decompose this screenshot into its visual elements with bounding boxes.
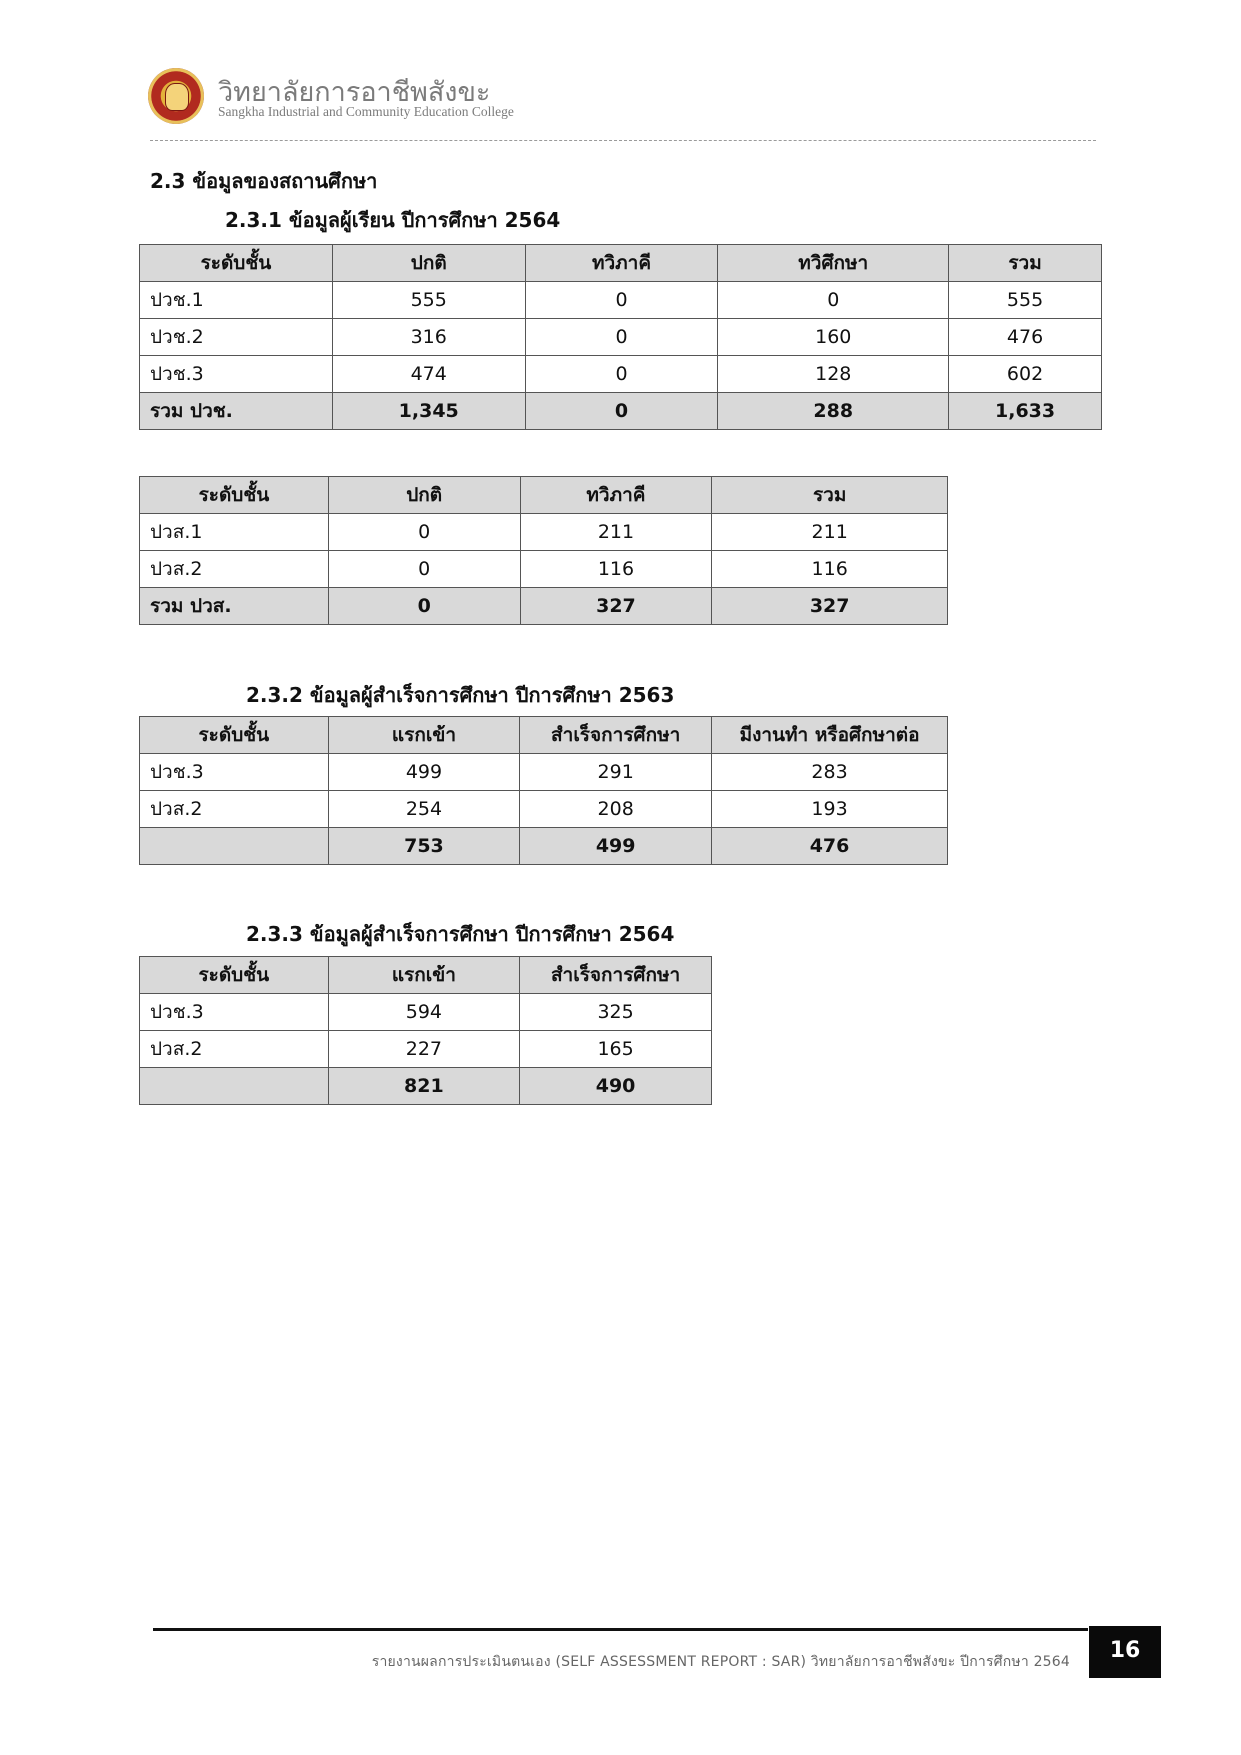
value-cell: 499	[328, 754, 520, 791]
value-cell: 208	[520, 791, 712, 828]
value-cell: 116	[520, 551, 712, 588]
page-header	[148, 68, 1098, 142]
total-label-cell	[140, 1068, 329, 1105]
value-cell: 474	[332, 356, 525, 393]
total-cell: 476	[712, 828, 948, 865]
header-cell: ระดับชั้น	[140, 245, 333, 282]
total-label-cell: รวม ปวช.	[140, 393, 333, 430]
header-cell: รวม	[949, 245, 1102, 282]
table-header-row	[140, 245, 1102, 282]
total-label-cell	[140, 828, 329, 865]
total-cell: 499	[520, 828, 712, 865]
subsection-graduates-2564: 2.3.3 ข้อมูลผู้สำเร็จการศึกษา ปีการศึกษา 2564	[246, 922, 675, 946]
value-cell: 555	[949, 282, 1102, 319]
header-cell: ทวิภาคี	[525, 245, 718, 282]
value-cell: 0	[328, 514, 520, 551]
header-cell: ทวิศึกษา	[718, 245, 949, 282]
total-label-cell: รวม ปวส.	[140, 588, 329, 625]
table-header-row	[140, 957, 712, 994]
value-cell: 476	[949, 319, 1102, 356]
subsection-graduates-2563: 2.3.2 ข้อมูลผู้สำเร็จการศึกษา ปีการศึกษา 2563	[246, 683, 675, 707]
footer-report-title: รายงานผลการประเมินตนเอง (SELF ASSESSMENT REPORT : SAR) วิทยาลัยการอาชีพสังขะ ปีการศึกษา 2564	[371, 1654, 1070, 1670]
college-name-thai: วิทยาลัยการอาชีพสังขะ	[218, 77, 491, 108]
value-cell: 291	[520, 754, 712, 791]
header-cell: สำเร็จการศึกษา	[520, 717, 712, 754]
value-cell: 0	[525, 319, 718, 356]
value-cell: 0	[525, 356, 718, 393]
header-cell: แรกเข้า	[328, 717, 520, 754]
value-cell: 0	[328, 551, 520, 588]
header-cell: ปกติ	[328, 477, 520, 514]
total-cell: 288	[718, 393, 949, 430]
header-divider	[150, 140, 1096, 141]
college-name-english: Sangkha Industrial and Community Education College	[218, 104, 514, 119]
value-cell: 193	[712, 791, 948, 828]
value-cell: 128	[718, 356, 949, 393]
header-cell: แรกเข้า	[328, 957, 520, 994]
section-title: 2.3 ข้อมูลของสถานศึกษา	[150, 169, 378, 193]
table-row	[140, 356, 1102, 393]
header-cell: ปกติ	[332, 245, 525, 282]
logo-emblem	[165, 83, 189, 111]
value-cell: 316	[332, 319, 525, 356]
table-row	[140, 282, 1102, 319]
table-total-row	[140, 588, 948, 625]
level-cell: ปวช.3	[140, 994, 329, 1031]
total-cell: 821	[328, 1068, 520, 1105]
value-cell: 254	[328, 791, 520, 828]
header-cell: ทวิภาคี	[520, 477, 712, 514]
level-cell: ปวส.2	[140, 551, 329, 588]
value-cell: 0	[718, 282, 949, 319]
table-high-vocational-students	[139, 476, 948, 625]
table-row	[140, 754, 948, 791]
page-number: 16	[1089, 1626, 1161, 1678]
level-cell: ปวส.2	[140, 791, 329, 828]
level-cell: ปวช.3	[140, 754, 329, 791]
value-cell: 325	[520, 994, 712, 1031]
value-cell: 211	[520, 514, 712, 551]
header-cell: ระดับชั้น	[140, 477, 329, 514]
header-cell: ระดับชั้น	[140, 717, 329, 754]
table-header-row	[140, 717, 948, 754]
level-cell: ปวส.2	[140, 1031, 329, 1068]
level-cell: ปวช.3	[140, 356, 333, 393]
header-cell: ระดับชั้น	[140, 957, 329, 994]
total-cell: 1,633	[949, 393, 1102, 430]
table-graduates-2564	[139, 956, 712, 1105]
level-cell: ปวส.1	[140, 514, 329, 551]
value-cell: 283	[712, 754, 948, 791]
table-total-row	[140, 1068, 712, 1105]
college-logo	[148, 68, 204, 124]
table-header-row	[140, 477, 948, 514]
table-row	[140, 994, 712, 1031]
table-total-row	[140, 393, 1102, 430]
total-cell: 753	[328, 828, 520, 865]
total-cell: 0	[525, 393, 718, 430]
footer-divider	[153, 1628, 1088, 1631]
total-cell: 1,345	[332, 393, 525, 430]
value-cell: 116	[712, 551, 948, 588]
table-row	[140, 319, 1102, 356]
table-row	[140, 551, 948, 588]
total-cell: 0	[328, 588, 520, 625]
header-cell: มีงานทำ หรือศึกษาต่อ	[712, 717, 948, 754]
subsection-students-2564: 2.3.1 ข้อมูลผู้เรียน ปีการศึกษา 2564	[225, 208, 561, 232]
level-cell: ปวช.2	[140, 319, 333, 356]
header-cell: รวม	[712, 477, 948, 514]
table-row	[140, 1031, 712, 1068]
table-vocational-students	[139, 244, 1102, 430]
table-graduates-2563	[139, 716, 948, 865]
header-cell: สำเร็จการศึกษา	[520, 957, 712, 994]
table-row	[140, 791, 948, 828]
level-cell: ปวช.1	[140, 282, 333, 319]
total-cell: 327	[520, 588, 712, 625]
value-cell: 555	[332, 282, 525, 319]
value-cell: 227	[328, 1031, 520, 1068]
value-cell: 602	[949, 356, 1102, 393]
value-cell: 165	[520, 1031, 712, 1068]
table-row	[140, 514, 948, 551]
value-cell: 211	[712, 514, 948, 551]
value-cell: 160	[718, 319, 949, 356]
value-cell: 0	[525, 282, 718, 319]
value-cell: 594	[328, 994, 520, 1031]
total-cell: 327	[712, 588, 948, 625]
table-total-row	[140, 828, 948, 865]
total-cell: 490	[520, 1068, 712, 1105]
